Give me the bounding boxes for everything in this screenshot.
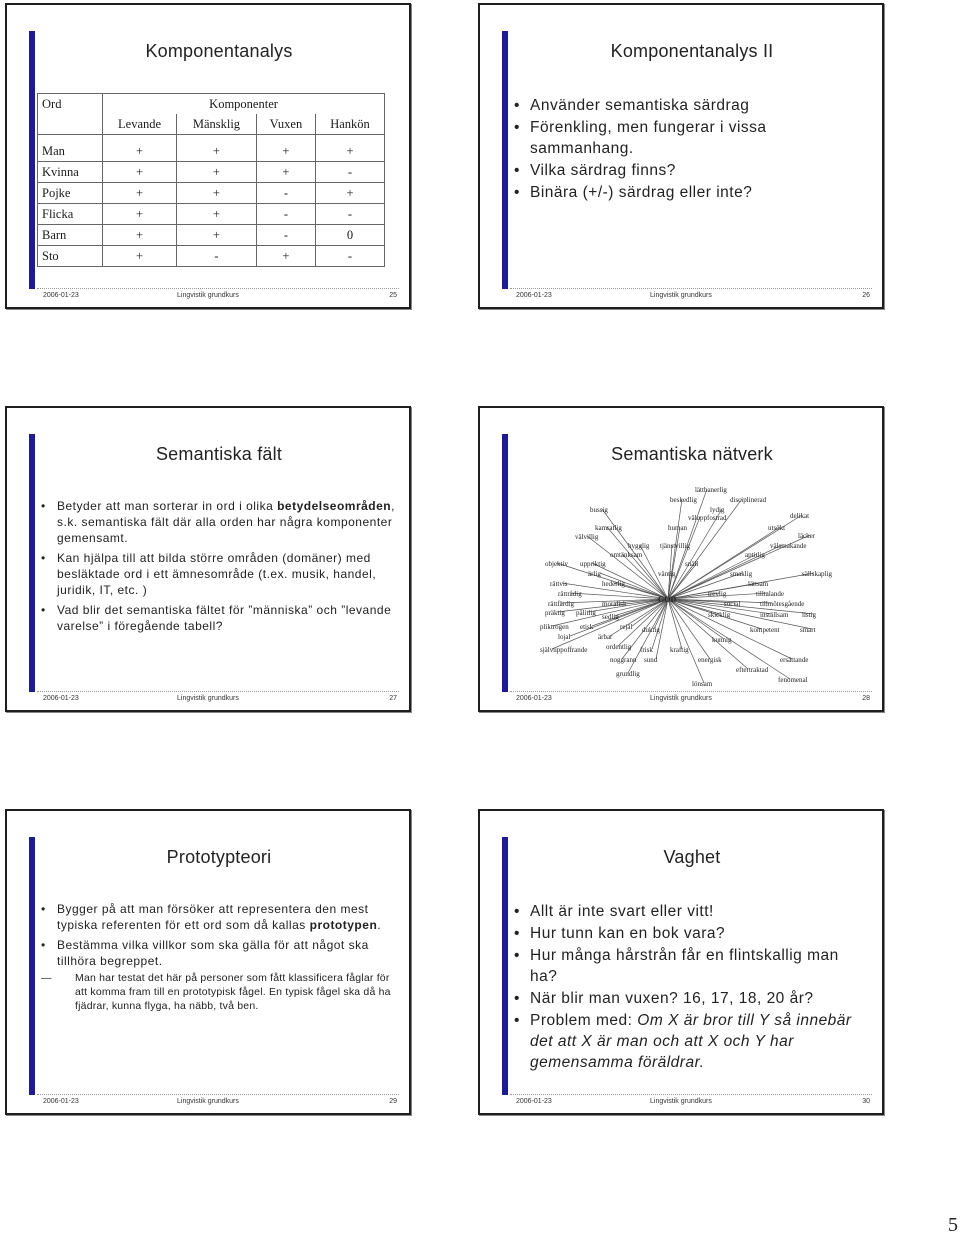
- network-word: rättrådig: [558, 590, 582, 598]
- slide-accent-bar: [29, 31, 35, 289]
- slide-26: [478, 3, 884, 309]
- bullet-list: [512, 901, 870, 1074]
- network-word: rättfärdig: [548, 600, 575, 608]
- table-row: [38, 183, 385, 204]
- bullet-text: Betyder att man sorterar in ord i olika: [57, 499, 278, 513]
- network-word: etisk: [580, 623, 594, 631]
- bullet-item: • Använder semantiska särdrag: [512, 95, 870, 116]
- bullet-italic-text: Om X är bror till Y så innebär det att X är man och att X och Y har gemensamma föräldrar.: [530, 1012, 852, 1071]
- network-word: snäll: [685, 560, 699, 568]
- slide-title: Komponentanalys: [145, 41, 293, 61]
- bullet-bold-term: betydelseområden: [277, 499, 392, 513]
- network-word: pålitlig: [576, 609, 596, 617]
- network-word: läcker: [798, 532, 816, 540]
- bullet-item: [39, 901, 397, 933]
- table-cell: +: [177, 135, 257, 162]
- bullet-item: [512, 1010, 870, 1073]
- network-word: lättbanerlig: [695, 486, 727, 494]
- network-word: frisk: [640, 646, 653, 654]
- table-cell: -: [315, 246, 384, 267]
- network-word: energisk: [698, 656, 722, 664]
- table-cell: -: [315, 204, 384, 225]
- slide-title: Semantiska nätverk: [611, 444, 773, 464]
- slide-title: Semantiska fält: [155, 444, 283, 464]
- network-word: rättvis: [550, 580, 568, 588]
- network-word: lydig: [710, 506, 725, 514]
- network-word: väntig: [658, 570, 676, 578]
- bullet-item: • Hur tunn kan en bok vara?: [512, 923, 870, 944]
- footer-course: Lingvistik grundkurs: [177, 1098, 239, 1105]
- table-cell: +: [177, 225, 257, 246]
- network-word: eftertraktad: [736, 666, 769, 674]
- row-word: Kvinna: [38, 162, 103, 183]
- network-word: rejäl: [620, 623, 633, 631]
- bullet-text: .: [377, 918, 382, 932]
- network-word: sällskaplig: [802, 570, 832, 578]
- col-header: Mänsklig: [177, 114, 257, 135]
- network-word: sund: [644, 656, 658, 664]
- footer-divider: [37, 691, 399, 692]
- network-word: utsökt: [768, 524, 786, 532]
- network-word: uppriktig: [580, 560, 606, 568]
- row-word: Sto: [38, 246, 103, 267]
- table-cell: +: [103, 225, 177, 246]
- network-word: lojal: [558, 633, 571, 641]
- table-row: [38, 246, 385, 267]
- slide-title: Vaghet: [663, 847, 721, 867]
- table-cell: -: [256, 183, 315, 204]
- network-word: bussig: [590, 506, 608, 514]
- table-cell: -: [177, 246, 257, 267]
- table-row: [38, 135, 385, 162]
- bullet-item: • Vad blir det semantiska fältet för ”människa” och ”levande varelse” i föregående tabell?: [39, 602, 397, 634]
- network-word: grundlig: [616, 670, 640, 678]
- network-word: skicklig: [708, 611, 731, 619]
- network-word: välsmakande: [770, 542, 807, 550]
- network-word: pliktrogen: [540, 623, 569, 631]
- sub-bullet-list: [39, 971, 397, 1013]
- bullet-item: • Kan hjälpa till att bilda större områden (domäner) med besläktade ord i ett ämnesområde (t.ex. musik, handel, juridik, IT, etc. ): [39, 550, 397, 598]
- row-word: Flicka: [38, 204, 103, 225]
- slide-30: [478, 809, 884, 1115]
- table-cell: +: [103, 204, 177, 225]
- table-cell: +: [315, 135, 384, 162]
- network-link: [668, 527, 680, 599]
- table-cell: +: [103, 183, 177, 204]
- table-cell: -: [256, 225, 315, 246]
- network-word: social: [724, 600, 741, 608]
- network-word: human: [668, 524, 688, 532]
- table-header-empty: [38, 114, 103, 135]
- table-cell: +: [103, 135, 177, 162]
- slide-number: 28: [862, 695, 870, 702]
- table-cell: -: [315, 162, 384, 183]
- bullet-text: Bygger på att man försöker att representera den mest typiska referenten för ett ord som då kallas: [57, 902, 369, 932]
- footer-date: 2006-01-23: [516, 695, 552, 702]
- network-word: kamratlig: [595, 524, 622, 532]
- bullet-item: • Vilka särdrag finns?: [512, 160, 870, 181]
- network-word: trevlig: [708, 590, 727, 598]
- footer-course: Lingvistik grundkurs: [177, 695, 239, 702]
- bullet-item: [39, 937, 397, 1013]
- sub-bullet-item: — Man har testat det här på personer som fått klassificera fåglar för att komma fram till en prototypisk fågel. En typisk fågel ska då ha fjädrar, kunna flyga, ha näbb, två ben.: [39, 971, 397, 1013]
- network-word: inställsam: [760, 611, 789, 619]
- table-cell: +: [315, 183, 384, 204]
- bullet-text: , s.k. semantiska fält där alla orden har några komponenter gemensamt.: [57, 499, 395, 545]
- footer-divider: [37, 288, 399, 289]
- network-word: välvillig: [575, 533, 599, 541]
- network-center-word: GOD: [658, 595, 677, 604]
- network-word: delikat: [790, 512, 810, 520]
- table-cell: +: [256, 162, 315, 183]
- network-word: disciplinerad: [730, 496, 767, 504]
- slide-number: 30: [862, 1098, 870, 1105]
- table-header-ord: Ord: [38, 94, 103, 115]
- row-word: Pojke: [38, 183, 103, 204]
- slide-accent-bar: [502, 31, 508, 289]
- slide-accent-bar: [502, 434, 508, 692]
- network-word: noggrann: [610, 656, 637, 664]
- footer-course: Lingvistik grundkurs: [650, 695, 712, 702]
- footer-divider: [510, 288, 872, 289]
- footer-date: 2006-01-23: [43, 695, 79, 702]
- bullet-item: • Hur många hårstrån får en flintskallig man ha?: [512, 945, 870, 987]
- component-table: [37, 93, 385, 267]
- network-word: omtänksam: [610, 551, 643, 559]
- network-word: smaklig: [730, 570, 753, 578]
- table-cell: +: [177, 183, 257, 204]
- slide-title: Prototypteori: [166, 847, 272, 867]
- col-header: Vuxen: [256, 114, 315, 135]
- network-word: lönsam: [692, 680, 713, 686]
- table-row: [38, 204, 385, 225]
- network-word: ärbar: [598, 633, 613, 641]
- slide-number: 25: [389, 292, 397, 299]
- slide-number: 29: [389, 1098, 397, 1105]
- network-word: tilltalande: [756, 590, 784, 598]
- semantic-network-diagram: [540, 486, 870, 686]
- table-cell: +: [256, 246, 315, 267]
- footer-divider: [37, 1094, 399, 1095]
- slide-28: [478, 406, 884, 712]
- table-cell: +: [103, 246, 177, 267]
- network-word: duktig: [642, 626, 660, 634]
- table-cell: +: [256, 135, 315, 162]
- network-word: ersättande: [780, 656, 809, 664]
- col-header: Levande: [103, 114, 177, 135]
- table-cell: +: [103, 162, 177, 183]
- bullet-item: • Allt är inte svart eller vitt!: [512, 901, 870, 922]
- table-cell: +: [177, 204, 257, 225]
- network-word: ärlig: [588, 570, 601, 578]
- page-number: 5: [948, 1214, 958, 1236]
- network-word: kompetent: [750, 626, 780, 634]
- network-word: lättsam: [748, 580, 769, 588]
- bullet-list: [39, 498, 397, 638]
- bullet-bold-term: prototypen: [309, 918, 378, 932]
- network-word: hygglig: [628, 542, 650, 550]
- network-word: beskedlig: [670, 496, 697, 504]
- row-word: Barn: [38, 225, 103, 246]
- network-word: präktig: [545, 609, 565, 617]
- footer-course: Lingvistik grundkurs: [650, 292, 712, 299]
- footer-divider: [510, 1094, 872, 1095]
- footer-date: 2006-01-23: [43, 1098, 79, 1105]
- bullet-text: Bestämma vilka villkor som ska gälla för att något ska tillhöra begreppet.: [57, 938, 369, 968]
- network-word: objektiv: [545, 560, 568, 568]
- bullet-item: • Förenkling, men fungerar i vissa sammanhang.: [512, 117, 870, 159]
- slide-27: [5, 406, 411, 712]
- table-header-komponenter: Komponenter: [103, 94, 385, 115]
- table-cell: -: [256, 204, 315, 225]
- bullet-item: • Binära (+/-) särdrag eller inte?: [512, 182, 870, 203]
- slide-title: Komponentanalys II: [610, 41, 774, 61]
- network-word: tillmötesgående: [760, 600, 805, 608]
- col-header: Hankön: [315, 114, 384, 135]
- footer-divider: [510, 691, 872, 692]
- bullet-item: [39, 498, 397, 546]
- network-word: självuppoffrande: [540, 646, 588, 654]
- table-row: [38, 225, 385, 246]
- network-word: sedlig: [602, 613, 619, 621]
- network-word: kunnig: [712, 636, 732, 644]
- footer-date: 2006-01-23: [516, 292, 552, 299]
- slide-accent-bar: [29, 434, 35, 692]
- bullet-text: Problem med:: [530, 1012, 638, 1029]
- footer-course: Lingvistik grundkurs: [650, 1098, 712, 1105]
- slide-number: 27: [389, 695, 397, 702]
- bullet-list: [39, 901, 397, 1017]
- slide-29: [5, 809, 411, 1115]
- slide-accent-bar: [29, 837, 35, 1095]
- network-word: fenomenal: [778, 676, 808, 684]
- bullet-item: • När blir man vuxen? 16, 17, 18, 20 år?: [512, 988, 870, 1009]
- network-word: hederlig: [602, 580, 625, 588]
- footer-course: Lingvistik grundkurs: [177, 292, 239, 299]
- network-word: moralisk: [602, 600, 627, 608]
- table-cell: +: [177, 162, 257, 183]
- bullet-list: [512, 95, 870, 204]
- slide-25: [5, 3, 411, 309]
- slide-number: 26: [862, 292, 870, 299]
- network-word: ordentlig: [606, 643, 632, 651]
- network-word: smart: [800, 626, 816, 634]
- network-word: tjänstvillig: [660, 542, 690, 550]
- row-word: Man: [38, 135, 103, 162]
- network-word: aptitlig: [745, 551, 765, 559]
- slide-accent-bar: [502, 837, 508, 1095]
- footer-date: 2006-01-23: [43, 292, 79, 299]
- network-word: listig: [802, 611, 817, 619]
- network-word: kraftig: [670, 646, 689, 654]
- table-cell: 0: [315, 225, 384, 246]
- network-word: väluppfostrad: [688, 514, 727, 522]
- table-row: [38, 162, 385, 183]
- network-link: [607, 527, 668, 599]
- footer-date: 2006-01-23: [516, 1098, 552, 1105]
